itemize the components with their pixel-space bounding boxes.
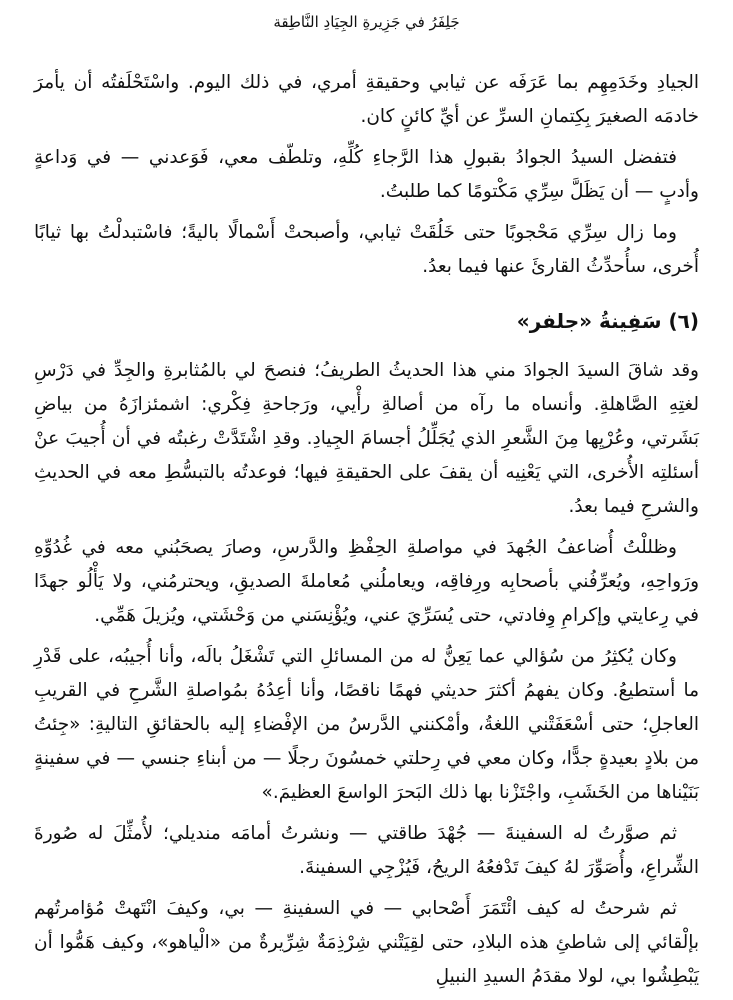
book-page — [34, 0, 699, 1000]
paragraph: وقد شاقَ السيدَ الجوادَ مني هذا الحديثُ الطريفُ؛ فنصحَ لي بالمُثابرةِ والجِدِّ في دَرْسِ لغتِهِ الصَّاهلةِ. وأنساه ما رآه من أصالةِ رأْيي، ورَجاحةِ فِكْري: اشمئزازَهُ من بياضِ بَشَرتي، وعُرْيِها مِنَ الشَّعرِ الذي يُجَلِّلُ أجسامَ الجِيادِ. وقدِ اشْتَدَّتْ رغبتُه في أن أُجيبَ عنْ أسئلتِه الأُخرى، التي يَعْنِيه أن يقفَ على الحقيقةِ فيها؛ فوعدتُه بالتبسُّطِ معه في الحديثِ والشرحِ فيما بعدُ. — [34, 360, 699, 517]
paragraph: وما زال سِرِّي مَحْجوبًا حتى خَلُقَتْ ثيابي، وأصبحتْ أَسْمالًا باليةً؛ فاسْتبدلْتُ بها ثيابًا أُخرى، سأُحدِّثُ القارئَ عنها فيما بعدُ. — [34, 222, 699, 277]
paragraph: ثم شرحتُ له كيف ائْتَمَرَ أَصْحابي — في السفينةِ — بي، وكيفَ انْتَهتْ مُؤامرتُهم بإلْقائي إلى شاطئِ هذه البلادِ، حتى لقِيَتْني شِرْذِمَةٌ شِرِّيرةٌ من «الْياهو»، وكيف هَمُّوا أن يَبْطِشُوا بي، لولا مقدَمُ السيدِ النبيلِ — [34, 898, 699, 987]
section-heading: (٦) سَفِينةُ «جلفر» — [516, 309, 699, 333]
paragraph: وكان يُكثِرُ من سُؤالي عما يَعِنُّ له من المسائلِ التي تَشْغَلُ بالَه، وأنا أُجيبُه، على قَدْرِ ما أستطيعُ. وكان يفهمُ أكثرَ حديثي فهمًا ناقصًا، وأنا أعِدُهُ بمُواصلةِ الشَّرحِ في القريبِ العاجلِ؛ حتى أسْعَفَتْني اللغةُ، وأمْكنني الدَّرسُ من الإفْضاءِ إليه بالحقائقِ التاليةِ: «جِئتُ من بلادٍ بعيدةٍ جدًّا، وكان معي في رِحلتي خمسُونَ رجلًا — من أبناءِ جنسي — في سفينةٍ بَنَيْناها من الخَشَبِ، واجْتَزْنا بها ذلك البَحرَ الواسعَ العظيمَ.» — [34, 646, 699, 803]
paragraph: وظللْتُ أُضاعفُ الجُهدَ في مواصلةِ الحِفْظِ والدَّرسِ، وصارَ يصحَبُني معه في غُدُوِّهِ ورَواحِهِ، ويُعرِّفُني بأصحابِه ورِفاقِه، ويعاملُني مُعاملةَ الصديقِ، ويحترمُني، ولا يَأْلُو جهدًا في رِعايتي وإكرامِ وِفادتي، حتى يُسَرِّيَ عني، ويُؤْنِسَني من وَحْشَتي، ويُزيلَ هَمِّي. — [34, 537, 699, 626]
running-header: جَلِفَرُ في جَزِيرةِ الجِيَادِ النَّاطِقة — [273, 13, 460, 31]
paragraph: فتفضل السيدُ الجوادُ بقبولِ هذا الرَّجاءِ كُلِّهِ، وتلطّف معي، فَوَعدني — في وَداعةٍ وأدبٍ — أن يَظَلَّ سِرِّي مَكْتومًا كما طلبتُ. — [34, 147, 699, 202]
paragraph: ثم صوَّرتُ له السفينةَ — جُهْدَ طاقتي — ونشرتُ أمامَه منديلي؛ لأُمثِّلَ له صُورةَ الشِّراعِ، وأُصَوِّرَ لهُ كيفَ تَدْفعُهُ الريحُ، فَيُزْجِي السفينةَ. — [34, 823, 699, 878]
paragraph: الجيادِ وخَدَمِهِم بما عَرَفَه عن ثيابي وحقيقةِ أمري، في ذلك اليوم. واسْتَحْلَفتُه أن يأمرَ خادمَه الصغيرَ بِكِتمانِ السرِّ عن أيِّ كائنٍ كان. — [34, 72, 699, 127]
